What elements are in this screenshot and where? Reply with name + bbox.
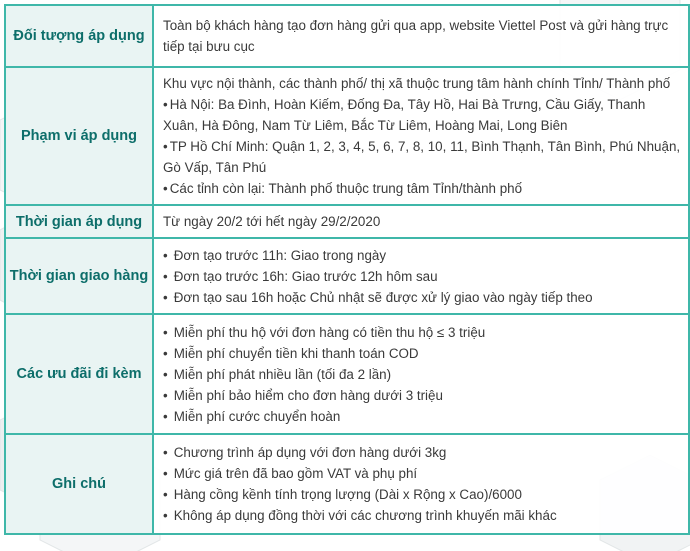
row-content (153, 5, 689, 67)
list-item: • Đơn tạo sau 16h hoặc Chủ nhật sẽ được xử lý giao vào ngày tiếp theo (163, 287, 682, 308)
row-benefits (5, 314, 689, 434)
row-label: Thời gian giao hàng (5, 238, 153, 314)
content-text: Toàn bộ khách hàng tạo đơn hàng gửi qua app, website Viettel Post và gửi hàng trực tiếp tại bưu cục (163, 18, 669, 54)
row-content (153, 434, 689, 534)
list-item: • Miễn phí chuyển tiền khi thanh toán COD (163, 343, 682, 364)
list-item: • Miễn phí bảo hiểm cho đơn hàng dưới 3 triệu (163, 385, 682, 406)
content-text: Từ ngày 20/2 tới hết ngày 29/2/2020 (163, 214, 381, 229)
list-item: • Đơn tạo trước 11h: Giao trong ngày (163, 245, 682, 266)
row-notes (5, 434, 689, 534)
list-item: • Miễn phí phát nhiều lần (tối đa 2 lần) (163, 364, 682, 385)
row-delivery-time (5, 238, 689, 314)
row-content (153, 205, 689, 238)
row-scope (5, 67, 689, 205)
list-item: • Các tỉnh còn lại: Thành phố thuộc trung tâm Tỉnh/thành phố (163, 178, 682, 199)
row-period (5, 205, 689, 238)
row-target (5, 5, 689, 67)
content-text: Khu vực nội thành, các thành phố/ thị xã thuộc trung tâm hành chính Tỉnh/ Thành phố (163, 76, 671, 91)
list-item: • Miễn phí cước chuyển hoàn (163, 406, 682, 427)
list-item: • Hàng cồng kềnh tính trọng lượng (Dài x Rộng x Cao)/6000 (163, 484, 682, 505)
row-content (153, 238, 689, 314)
list-item: • Miễn phí thu hộ với đơn hàng có tiền thu hộ ≤ 3 triệu (163, 322, 682, 343)
list-item: • Không áp dụng đồng thời với các chương trình khuyến mãi khác (163, 505, 682, 526)
row-label: Phạm vi áp dụng (5, 67, 153, 205)
row-label: Các ưu đãi đi kèm (5, 314, 153, 434)
list-item: • Chương trình áp dụng với đơn hàng dưới 3kg (163, 442, 682, 463)
row-label: Ghi chú (5, 434, 153, 534)
row-label: Thời gian áp dụng (5, 205, 153, 238)
list-item: • Mức giá trên đã bao gồm VAT và phụ phí (163, 463, 682, 484)
list-item: • TP Hồ Chí Minh: Quận 1, 2, 3, 4, 5, 6, 7, 8, 10, 11, Bình Thạnh, Tân Bình, Phú Nhuận, Gò Vấp, Tân Phú (163, 136, 682, 178)
list-item: • Hà Nội: Ba Đình, Hoàn Kiếm, Đống Đa, Tây Hồ, Hai Bà Trưng, Cầu Giấy, Thanh Xuân, Hà Đông, Nam Từ Liêm, Bắc Từ Liêm, Hoàng Mai, Long Biên (163, 94, 682, 136)
row-label: Đối tượng áp dụng (5, 5, 153, 67)
row-content (153, 314, 689, 434)
row-content (153, 67, 689, 205)
list-item: • Đơn tạo trước 16h: Giao trước 12h hôm sau (163, 266, 682, 287)
promo-info-table (4, 4, 690, 535)
